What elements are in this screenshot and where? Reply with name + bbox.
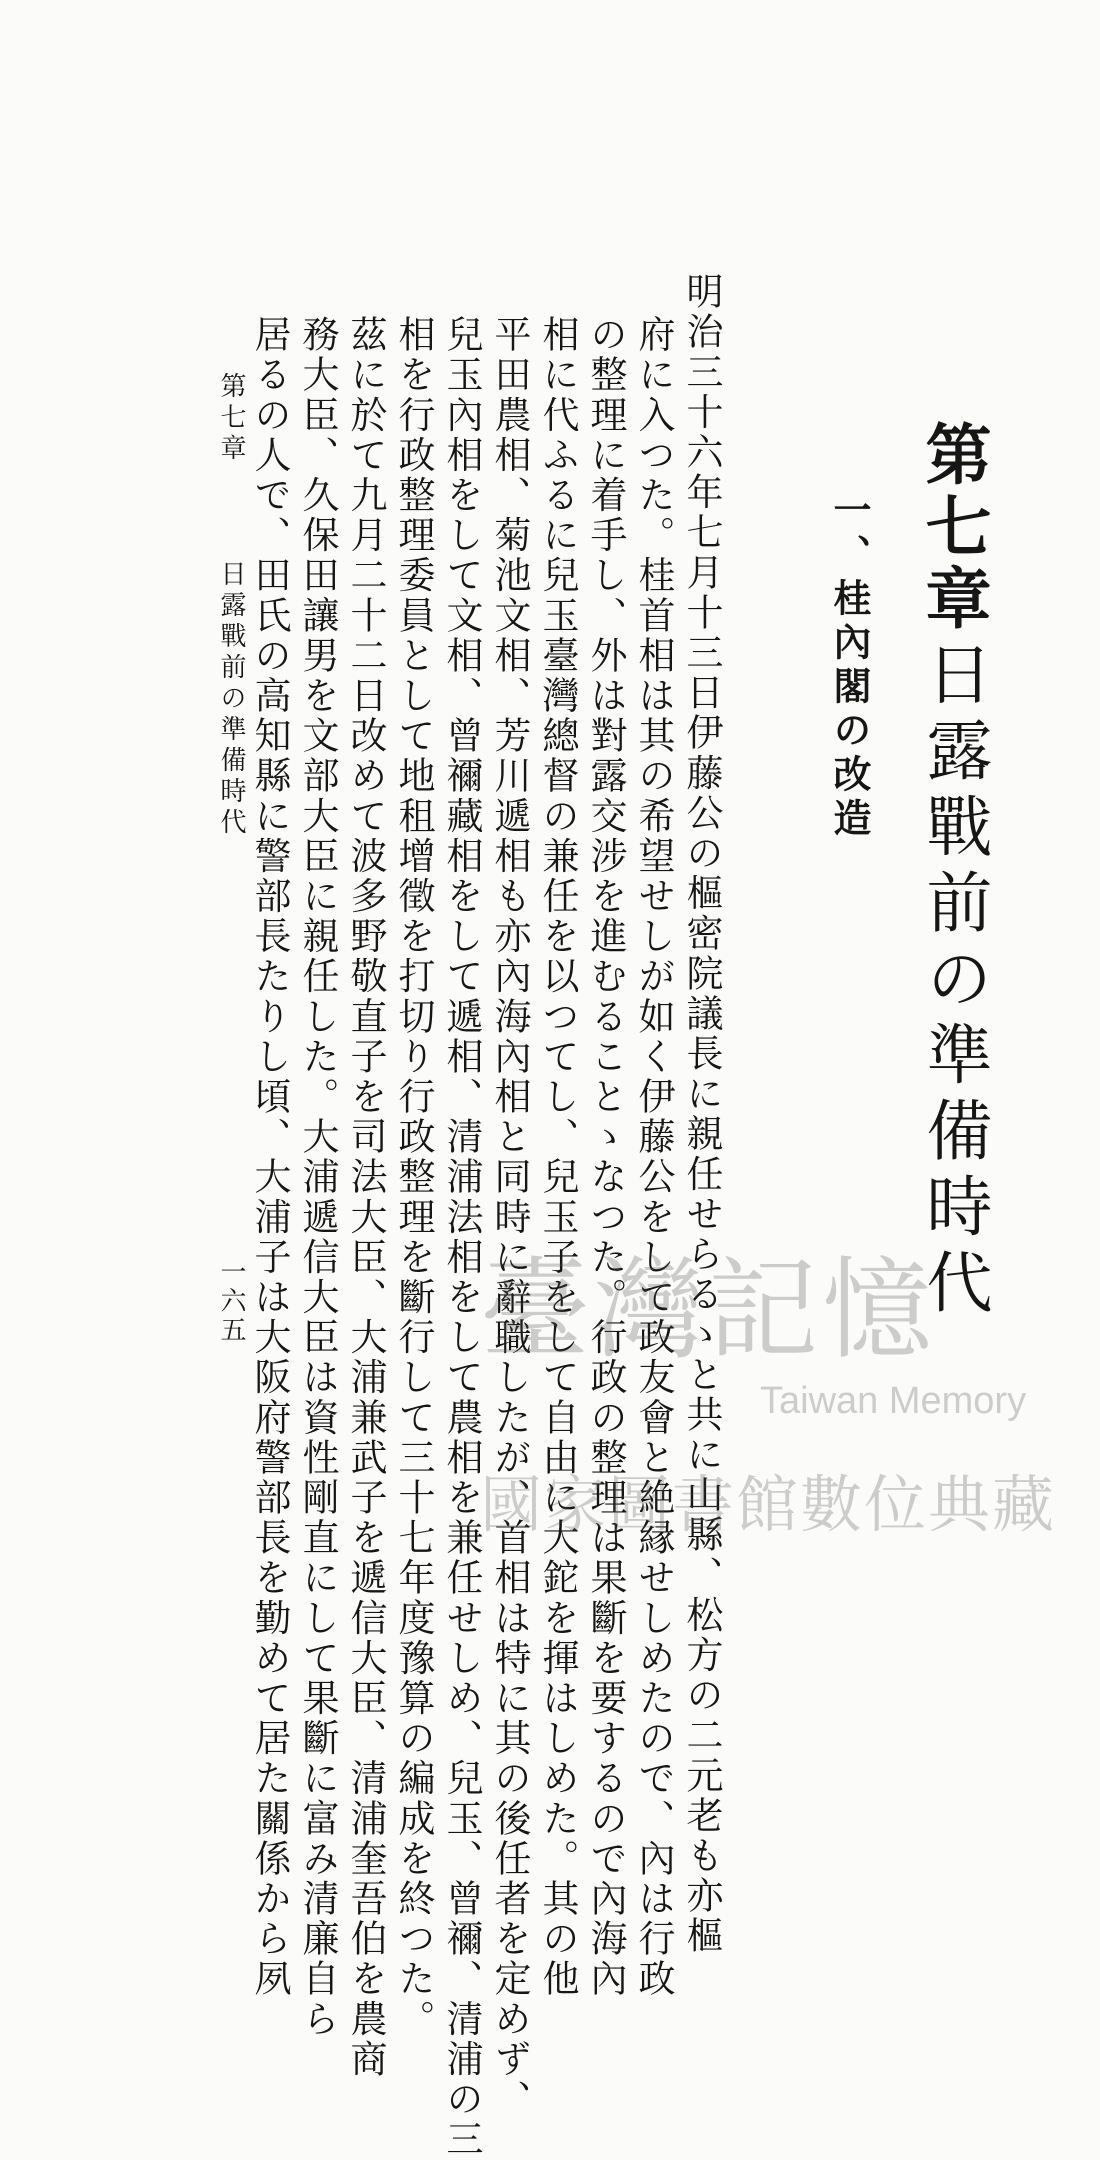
- body-line-1: 明治三十六年七月十三日伊藤公の樞密院議長に親任せらるゝと共に山縣、松方の二元老も亦樞: [680, 272, 723, 1957]
- chapter-number: 第七章: [914, 420, 992, 636]
- body-line-4: 相に代ふるに兒玉臺灣總督の兼任を以つてし、兒玉子をして自由に大鉈を揮はしめた。其の他: [536, 315, 579, 2000]
- body-line-7: 相を行政整理委員として地租增徵を打切り行政整理を斷行して三十七年度豫算の編成を終つた。: [392, 315, 435, 2040]
- library-watermark: [480, 1246, 1057, 1565]
- body-line-9: 務大臣、久保田讓男を文部大臣に親任した。大浦遞信大臣は資性剛直にして果斷に富み清廉自ら: [296, 315, 339, 2040]
- body-line-5: 平田農相、菊池文相、芳川遞相も亦內海內相と同時に辭職したが、首相は特に其の後任者を定めず、: [488, 315, 531, 2120]
- body-line-3: の整理に着手し、外は對露交涉を進むることゝなつた。行政の整理は果斷を要するので內海內: [584, 315, 627, 2000]
- body-line-6: 兒玉內相をして文相、曾禰藏相をして遞相、清浦法相をして農相を兼任せしめ、兒玉、曾禰、清浦の三: [440, 315, 483, 2160]
- watermark-logo-chars: 臺灣記憶: [480, 1246, 936, 1374]
- watermark-library-name: 國家圖書館數位典藏: [480, 1471, 1057, 1540]
- body-line-2: 府に入つた。桂首相は其の希望せしが如く伊藤公をして政友會と絶縁せしめたので、內は行政: [632, 315, 675, 2000]
- running-head-title: 日露戰前の準備時代: [216, 560, 246, 839]
- body-line-8: 茲に於て九月二十二日改めて波多野敬直子を司法大臣、大浦兼武子を遞信大臣、清浦奎吾伯を農商: [344, 315, 387, 2080]
- body-line-10: 居るの人で、田氏の高知縣に警部長たりし頃、大浦子は大阪府警部長を勤めて居た關係から夙: [248, 315, 291, 2000]
- chapter-title: 日露戰前の準備時代: [915, 640, 992, 1324]
- section-heading: 一、桂內閣の改造: [827, 490, 872, 842]
- running-head-chapter: 第七章: [216, 372, 246, 465]
- watermark-english: Taiwan Memory: [760, 1380, 1027, 1422]
- page-number: 一六五: [216, 1258, 246, 1345]
